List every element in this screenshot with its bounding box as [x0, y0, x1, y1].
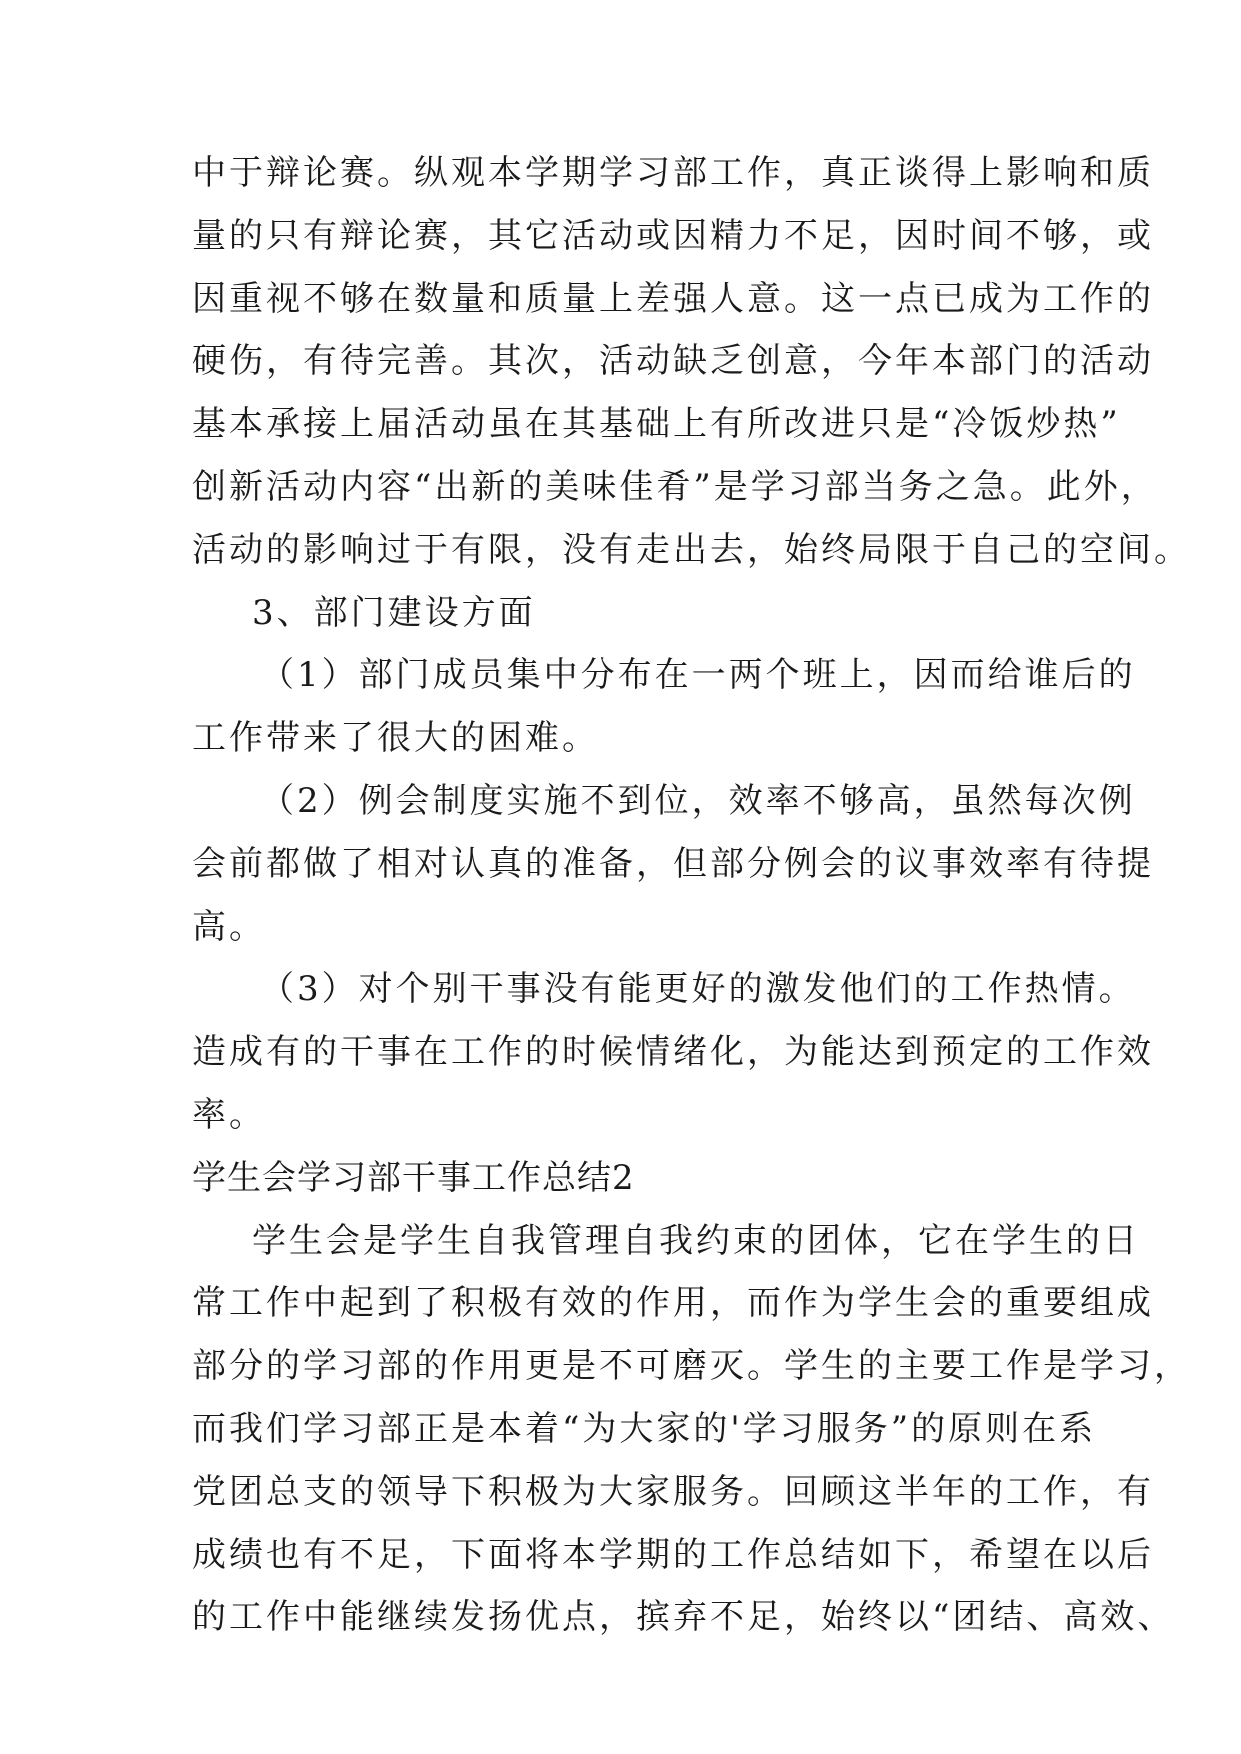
- text-line: 工作带来了很大的困难。: [192, 718, 599, 759]
- document-page: [192, 142, 1191, 1649]
- text-line: 常工作中起到了积极有效的作用，而作为学生会的重要组成: [192, 1283, 1154, 1324]
- document-title: 学生会学习部干事工作总结2: [192, 1157, 635, 1198]
- text-line: 活动的影响过于有限，没有走出去，始终局限于自己的空间。: [192, 529, 1191, 570]
- text-line: 党团总支的领导下积极为大家服务。回顾这半年的工作，有: [192, 1471, 1154, 1512]
- text-line: 量的只有辩论赛，其它活动或因精力不足，因时间不够，或: [192, 215, 1154, 256]
- text-line: 创新活动内容“出新的美味佳肴”是学习部当务之急。此外，: [192, 466, 1158, 507]
- paragraph-start: 学生会是学生自我管理自我约束的团体，它在学生的日: [252, 1220, 1140, 1261]
- text-line: 会前都做了相对认真的准备，但部分例会的议事效率有待提: [192, 843, 1154, 884]
- text-line: 因重视不够在数量和质量上差强人意。这一点已成为工作的: [192, 278, 1154, 319]
- section-heading: 3、部门建设方面: [252, 592, 536, 633]
- text-line: 而我们学习部正是本着“为大家的'学习服务”的原则在系: [192, 1408, 1097, 1449]
- text-line: 基本承接上届活动虽在其基础上有所改进只是“冷饭炒热”: [192, 404, 1121, 445]
- text-line: 硬伤，有待完善。其次，活动缺乏创意，今年本部门的活动: [192, 341, 1154, 382]
- list-item: （1）部门成员集中分布在一两个班上，因而给谁后的: [260, 655, 1136, 696]
- list-item: （3）对个别干事没有能更好的激发他们的工作热情。: [260, 969, 1136, 1010]
- list-item: （2）例会制度实施不到位，效率不够高，虽然每次例: [260, 780, 1136, 821]
- text-line: 率。: [192, 1094, 266, 1135]
- text-line: 造成有的干事在工作的时候情绪化，为能达到预定的工作效: [192, 1032, 1154, 1073]
- text-line: 部分的学习部的作用更是不可磨灭。学生的主要工作是学习，: [192, 1346, 1191, 1387]
- text-line: 中于辩论赛。纵观本学期学习部工作，真正谈得上影响和质: [192, 153, 1154, 193]
- text-line: 的工作中能继续发扬优点，摈弃不足，始终以“团结、高效、: [192, 1597, 1175, 1638]
- text-line: 高。: [192, 906, 266, 947]
- text-line: 成绩也有不足，下面将本学期的工作总结如下，希望在以后: [192, 1534, 1154, 1575]
